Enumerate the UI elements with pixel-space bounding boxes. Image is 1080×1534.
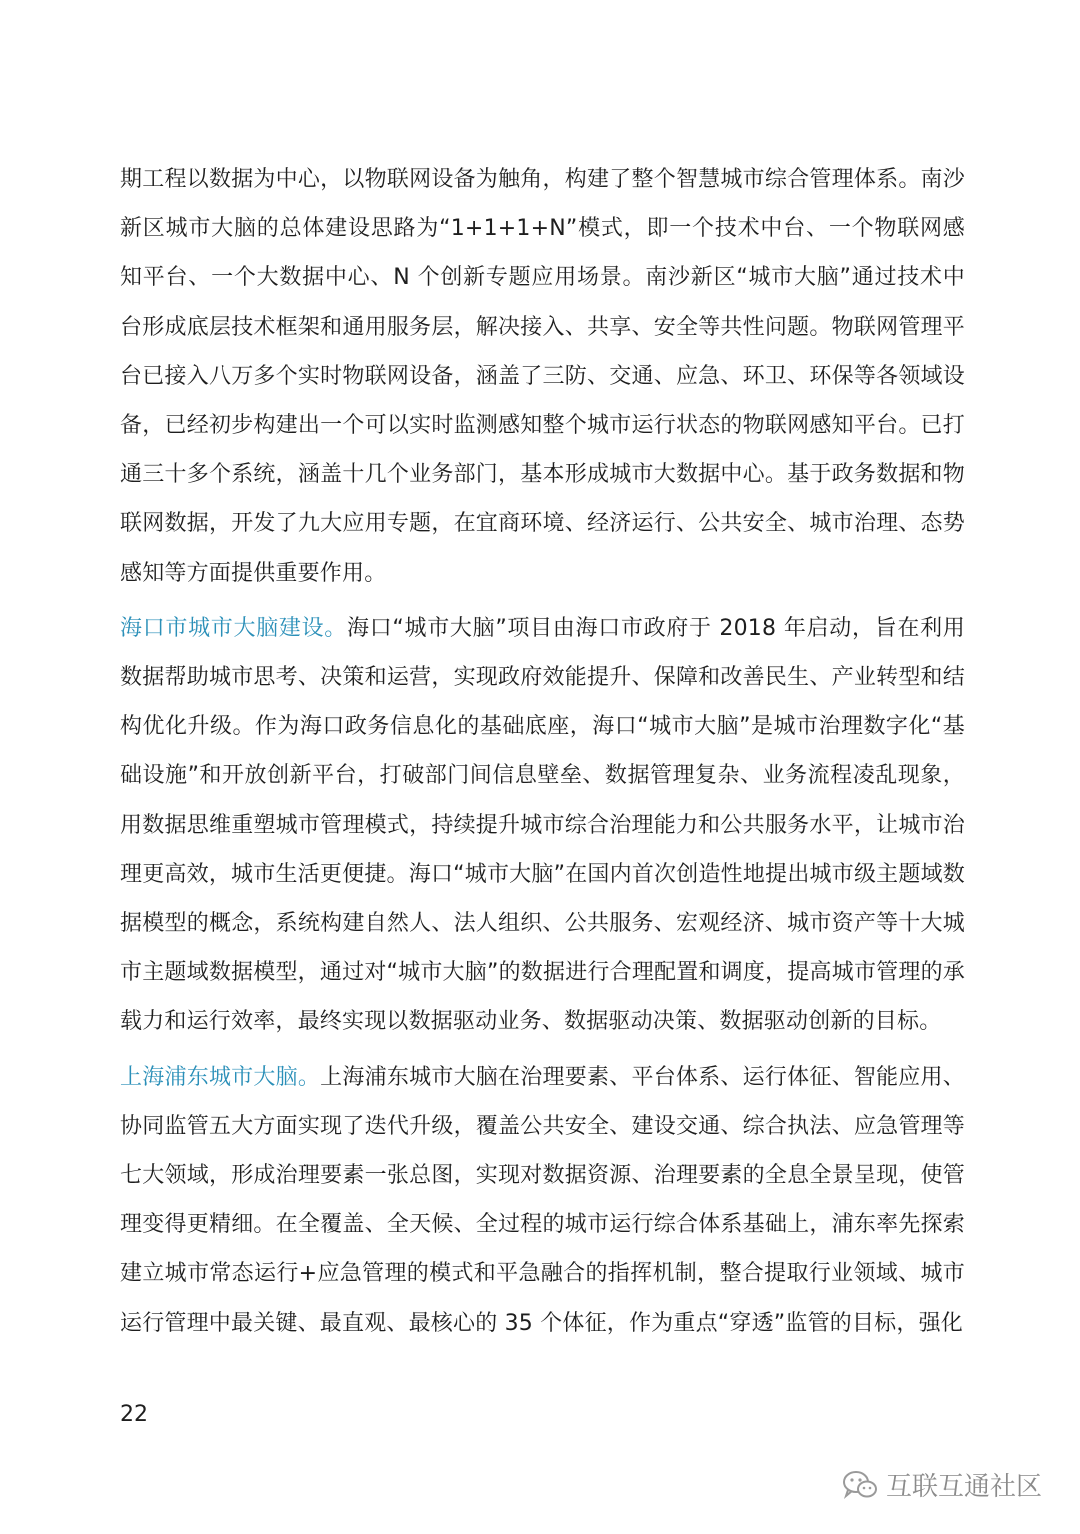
paragraph-pudong (120, 1053, 965, 1348)
paragraph-text: 海口“城市大脑”项目由海口市政府于 2018 年启动，旨在利用数据帮助城市思考、决策和运营，实现政府效能提升、保障和改善民生、产业转型和结构优化升级。作为海口政务信息化的基础底座，海口“城市大脑”是城市治理数字化“基础设施”和开放创新平台，打破部门间信息壁垒、数据管理复杂、业务流程凌乱现象，用数据思维重塑城市管理模式，持续提升城市综合治理能力和公共服务水平，让城市治理更高效，城市生活更便捷。海口“城市大脑”在国内首次创造性地提出城市级主题域数据模型的概念，系统构建自然人、法人组织、公共服务、宏观经济、城市资产等十大城市主题域数据模型，通过对“城市大脑”的数据进行合理配置和调度，提高城市管理的承载力和运行效率，最终实现以数据驱动业务、数据驱动决策、数据驱动创新的目标。 (120, 615, 965, 1035)
paragraph-nansha (120, 155, 965, 598)
page-number: 22 (120, 1402, 148, 1427)
body-text (120, 155, 965, 1348)
wechat-icon (842, 1470, 878, 1500)
watermark-text: 互联互通社区 (885, 1472, 1042, 1502)
paragraph-haikou (120, 604, 965, 1047)
paragraph-lead-pudong: 上海浦东城市大脑。 (120, 1064, 321, 1090)
paragraph-text: 期工程以数据为中心，以物联网设备为触角，构建了整个智慧城市综合管理体系。南沙新区城市大脑的总体建设思路为“1+1+1+N”模式，即一个技术中台、一个物联网感知平台、一个大数据中心、N 个创新专题应用场景。南沙新区“城市大脑”通过技术中台形成底层技术框架和通用服务层，解决接入、共享、安全等共性问题。物联网管理平台已接入八万多个实时物联网设备，涵盖了三防、交通、应急、环卫、环保等各领域设备，已经初步构建出一个可以实时监测感知整个城市运行状态的物联网感知平台。已打通三十多个系统，涵盖十几个业务部门，基本形成城市大数据中心。基于政务数据和物联网数据，开发了九大应用专题，在宜商环境、经济运行、公共安全、城市治理、态势感知等方面提供重要作用。 (120, 167, 965, 586)
paragraph-lead-haikou: 海口市城市大脑建设。 (120, 615, 348, 641)
paragraph-text: 上海浦东城市大脑在治理要素、平台体系、运行体征、智能应用、协同监管五大方面实现了迭代升级，覆盖公共安全、建设交通、综合执法、应急管理等七大领域，形成治理要素一张总图，实现对数据资源、治理要素的全息全景呈现，使管理变得更精细。在全覆盖、全天候、全过程的城市运行综合体系基础上，浦东率先探索建立城市常态运行+应急管理的模式和平急融合的指挥机制，整合提取行业领域、城市运行管理中最关键、最直观、最核心的 35 个体征，作为重点“穿透”监管的目标，强化 (120, 1064, 965, 1336)
watermark (842, 1466, 1042, 1503)
